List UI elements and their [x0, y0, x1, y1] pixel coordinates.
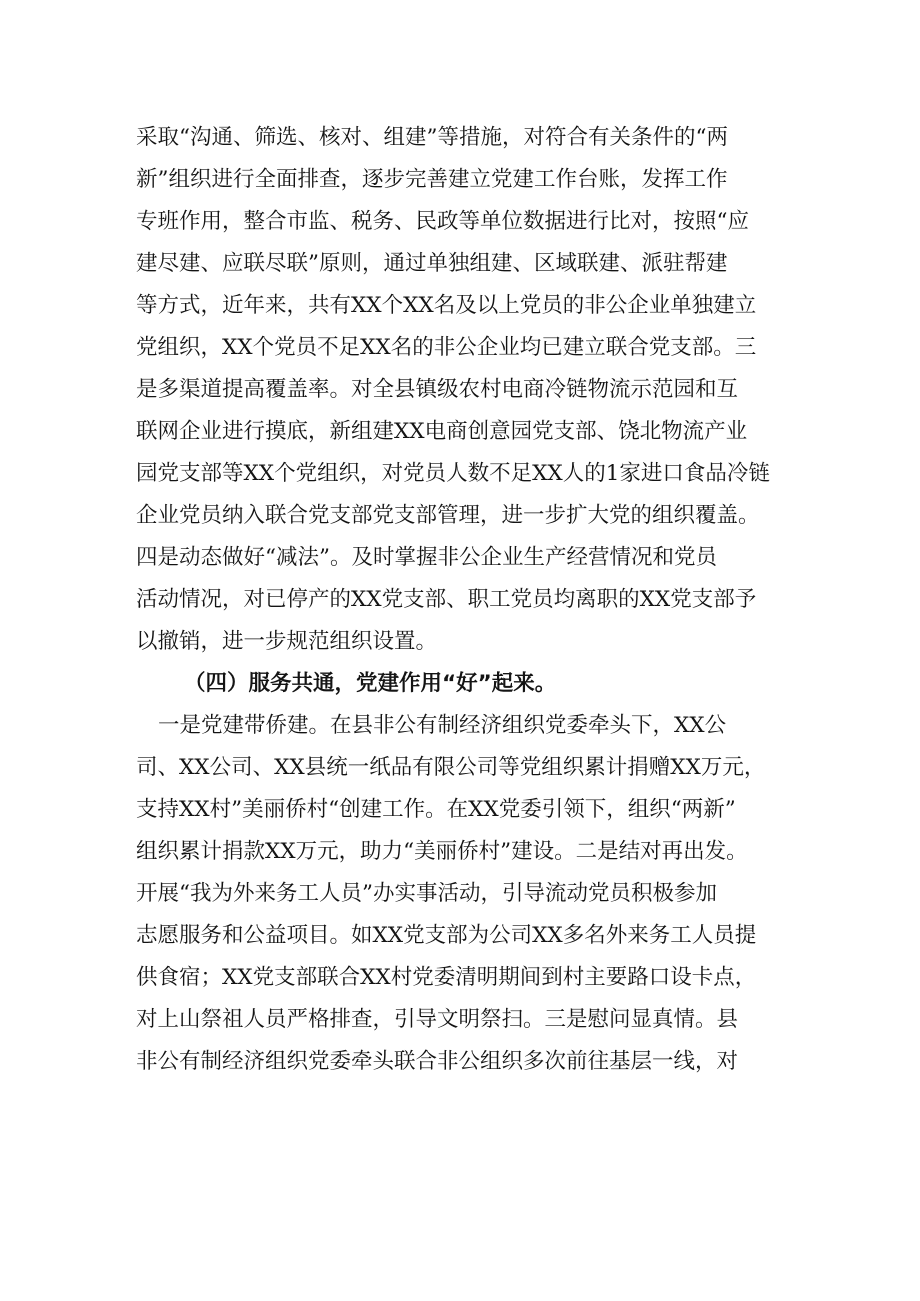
section-paragraph-line: 组织累计捐款XX万元，助力“美丽侨村”建设。二是结对再出发。 — [136, 839, 748, 864]
section-paragraph-line: 司、XX公司、XX县统一纸品有限公司等党组织累计捐赠XX万元， — [136, 755, 766, 780]
paragraph-line: 专班作用，整合市监、税务、民政等单位数据进行比对，按照“应 — [136, 209, 749, 234]
paragraph-line: 企业党员纳入联合党支部党支部管理，进一步扩大党的组织覆盖。 — [136, 503, 760, 528]
paragraph-line: 新”组织进行全面排查，逐步完善建立党建工作台账，发挥工作 — [136, 167, 728, 192]
section-paragraph-line: 供食宿；XX党支部联合XX村党委清明期间到村主要路口设卡点， — [136, 965, 757, 990]
section-paragraph-line: 志愿服务和公益项目。如XX党支部为公司XX多名外来务工人员提 — [136, 923, 757, 948]
section-paragraph-line: 支持XX村”美丽侨村“创建工作。在XX党委引领下，组织“两新” — [136, 797, 736, 822]
paragraph-line: 联网企业进行摸底，新组建XX电商创意园党支部、饶北物流产业 — [136, 419, 748, 444]
section-paragraph-line: 对上山祭祖人员严格排查，引导文明祭扫。三是慰问显真情。县 — [136, 1007, 739, 1032]
paragraph-line: 等方式，近年来，共有XX个XX名及以上党员的非公企业单独建立 — [136, 293, 757, 318]
paragraph-line: 四是动态做好“减法”。及时掌握非公企业生产经营情况和党员 — [136, 545, 717, 570]
paragraph-line: 建尽建、应联尽联”原则，通过单独组建、区域联建、派驻帮建 — [136, 251, 728, 276]
paragraph-line: 园党支部等XX个党组织，对党员人数不足XX人的1家进口食品冷链 — [136, 461, 770, 486]
section-paragraph-line: 一是党建带侨建。在县非公有制经济组织党委牵头下，XX公 — [158, 713, 727, 738]
paragraph-line: 是多渠道提高覆盖率。对全县镇级农村电商冷链物流示范园和互 — [136, 377, 739, 402]
paragraph-line: 采取“沟通、筛选、核对、组建”等措施，对符合有关条件的“两 — [136, 125, 728, 150]
paragraph-line: 党组织，XX个党员不足XX名的非公企业均已建立联合党支部。三 — [136, 335, 757, 360]
section-paragraph-line: 开展“我为外来务工人员”办实事活动，引导流动党员积极参加 — [136, 881, 717, 906]
section-heading: （四）服务共通，党建作用“好”起来。 — [184, 671, 557, 696]
section-paragraph-line: 非公有制经济组织党委牵头联合非公组织多次前往基层一线，对 — [136, 1049, 739, 1074]
paragraph-line: 活动情况，对已停产的XX党支部、职工党员均离职的XX党支部予 — [136, 587, 757, 612]
paragraph-line: 以撤销，进一步规范组织设置。 — [136, 629, 438, 654]
